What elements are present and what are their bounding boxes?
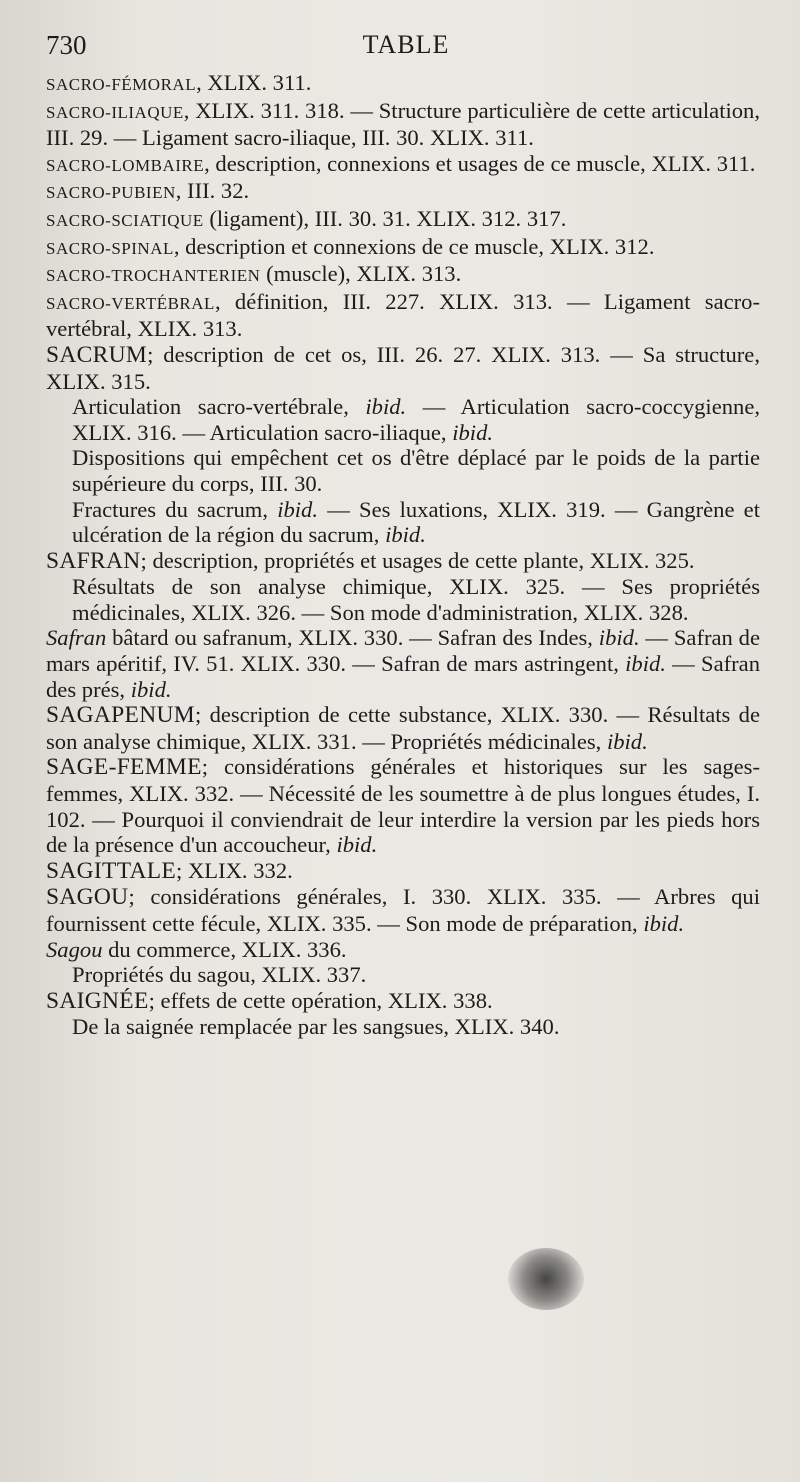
entry-text: ; considérations générales et historiques sur les sages-femmes, XLIX. 332. — Nécessité de les soumettre à de plus longues études, I. 102. — Pourquoi il conviendrait de leur interdire la version par les pieds hors de la présence d'un accoucheur, bbox=[46, 754, 760, 858]
variant-heading: Sagou bbox=[46, 936, 103, 962]
entry-text: , description et connexions de ce muscle, XLIX. 312. bbox=[173, 233, 655, 259]
entry-text: , III. 32. bbox=[175, 178, 250, 204]
entry-text: (ligament), III. 30. 31. XLIX. 312. 317. bbox=[203, 205, 567, 231]
index-entry-sacrum bbox=[46, 342, 760, 394]
entry-text: ; description, propriétés et usages de cette plante, XLIX. 325. bbox=[140, 547, 695, 573]
ibid-ref: ibid. bbox=[130, 676, 172, 702]
ibid-ref: ibid. bbox=[277, 496, 318, 522]
ibid-ref: ibid. bbox=[365, 394, 407, 420]
ibid-ref: ibid. bbox=[606, 728, 648, 754]
sub-entry bbox=[46, 574, 760, 625]
entry-text: , XLIX. 311. 318. — Structure particulière de cette articulation, III. 29. — Ligament sacro-iliaque, III. 30. XLIX. 311. bbox=[46, 97, 760, 151]
entry-text: ; description de cet os, III. 26. 27. XLIX. 313. — Sa structure, XLIX. 315. bbox=[46, 341, 760, 394]
running-title: TABLE bbox=[362, 30, 450, 59]
sub-entry-text: — Articulation sacro-coccygienne, XLIX. 316. — Articulation sacro-iliaque, bbox=[72, 394, 760, 445]
index-entry bbox=[46, 206, 760, 234]
index-entry bbox=[46, 70, 760, 98]
ibid-ref: ibid. bbox=[643, 911, 685, 936]
sub-entry-text: De la saignée remplacée par les sangsues, XLIX. 340. bbox=[72, 1014, 560, 1040]
index-entry bbox=[46, 261, 760, 289]
entry-text: , définition, III. 227. XLIX. 313. — Ligament sacro-vertébral, XLIX. 313. bbox=[46, 288, 760, 342]
index-entry-sage-femme bbox=[46, 754, 760, 857]
index-entry-sagou bbox=[46, 884, 760, 936]
entry-heading: SAGOU bbox=[46, 884, 129, 911]
sub-entry bbox=[46, 394, 760, 445]
sub-entry-text: Articulation sacro-vertébrale, bbox=[72, 394, 366, 420]
sub-entry-text: — Safran des prés, bbox=[46, 651, 760, 702]
index-entry-sagapenum bbox=[46, 702, 760, 754]
index-entry bbox=[46, 151, 760, 179]
sub-entry bbox=[46, 445, 760, 496]
entry-heading: SAIGNÉE bbox=[46, 987, 149, 1014]
index-entry bbox=[46, 178, 760, 206]
entry-heading: SACRO-FÉMORAL bbox=[46, 75, 197, 94]
sub-entry-text: — Ses luxations, XLIX. 319. — Gangrène et ulcération de la région du sacrum, bbox=[72, 496, 760, 548]
sub-entry bbox=[46, 1014, 760, 1040]
index-entry bbox=[46, 234, 760, 262]
entry-text: , XLIX. 311. bbox=[196, 70, 312, 95]
variant-heading: Safran bbox=[46, 625, 107, 651]
entry-text: ; XLIX. 332. bbox=[176, 857, 293, 883]
entry-heading: SACRO-PUBIEN bbox=[46, 183, 176, 203]
entry-heading: SACRO-LOMBAIRE bbox=[46, 155, 205, 175]
ibid-ref: ibid. bbox=[336, 832, 378, 858]
entry-text: ; description de cette substance, XLIX. 330. — Résultats de son analyse chimique, XLIX. 331. — Propriétés médicinales, bbox=[46, 702, 760, 754]
sub-entry-text: du commerce, XLIX. 336. bbox=[102, 936, 347, 962]
entry-text: ; effets de cette opération, XLIX. 338. bbox=[148, 987, 493, 1013]
index-entry bbox=[46, 98, 760, 151]
index-entry bbox=[46, 289, 760, 342]
index-entry-safran bbox=[46, 548, 760, 575]
entry-heading: SACRO-SCIATIQUE bbox=[46, 210, 204, 230]
sub-entry-text: bâtard ou safranum, XLIX. 330. — Safran des Indes, bbox=[106, 625, 599, 651]
ibid-ref: ibid. bbox=[452, 419, 494, 445]
sub-entry-text: Dispositions qui empêchent cet os d'être déplacé par le poids de la partie supérieure du corps, III. 30. bbox=[72, 445, 760, 496]
sub-entry bbox=[46, 962, 760, 988]
index-body bbox=[46, 70, 760, 1040]
sub-entry-text: Fractures du sacrum, bbox=[72, 496, 278, 522]
sub-entry-text: Résultats de son analyse chimique, XLIX. 325. — Ses propriétés médicinales, XLIX. 326. — Son mode d'administration, XLIX. 328. bbox=[72, 574, 760, 625]
entry-heading: SACRO-TROCHANTERIEN bbox=[46, 266, 261, 286]
entry-heading: SAGITTALE bbox=[46, 857, 177, 884]
entry-heading: SAFRAN bbox=[46, 547, 141, 574]
variant-entry bbox=[46, 937, 760, 963]
ibid-ref: ibid. bbox=[385, 522, 426, 548]
sub-entry-text: — Safran de mars apéritif, IV. 51. XLIX. 330. — Safran de mars astringent, bbox=[46, 625, 760, 677]
entry-heading: SACRO-VERTÉBRAL bbox=[46, 293, 215, 313]
entry-heading: SACRO-SPINAL bbox=[46, 238, 174, 258]
ibid-ref: ibid. bbox=[625, 651, 666, 677]
index-entry-sagittale bbox=[46, 858, 760, 885]
index-entry-saignee bbox=[46, 988, 760, 1015]
entry-text: ; considérations générales, I. 330. XLIX. 335. — Arbres qui fournissent cette fécule, XLIX. 335. — Son mode de préparation, bbox=[46, 884, 760, 936]
entry-heading: SACRO-ILIAQUE bbox=[46, 102, 184, 122]
page-header bbox=[46, 30, 766, 70]
entry-text: , description, connexions et usages de ce muscle, XLIX. 311. bbox=[204, 150, 756, 176]
sub-entry bbox=[46, 497, 760, 548]
page-number: 730 bbox=[46, 30, 87, 60]
ink-stain bbox=[508, 1248, 584, 1310]
sub-entry-text: Propriétés du sagou, XLIX. 337. bbox=[72, 962, 367, 988]
entry-heading: SACRUM bbox=[46, 341, 148, 368]
ibid-ref: ibid. bbox=[598, 625, 640, 651]
entry-text: (muscle), XLIX. 313. bbox=[260, 261, 462, 287]
entry-heading: SAGAPENUM bbox=[46, 702, 195, 729]
entry-heading: SAGE-FEMME bbox=[46, 754, 202, 781]
variant-entry bbox=[46, 625, 760, 702]
